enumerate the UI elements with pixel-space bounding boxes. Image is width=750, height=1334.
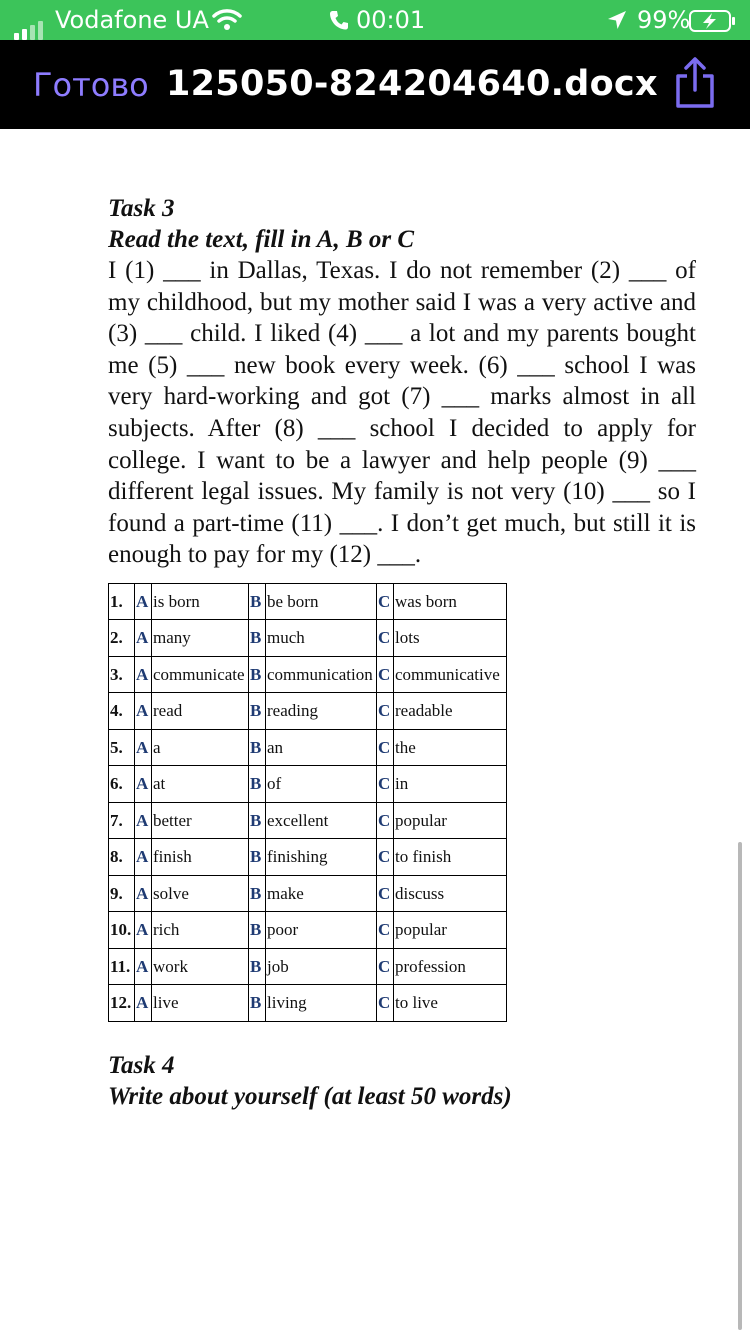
- option-a: better: [152, 802, 249, 839]
- option-b: an: [266, 729, 377, 766]
- option-number: 6.: [109, 766, 135, 803]
- option-b: living: [266, 985, 377, 1022]
- option-a: communicate: [152, 656, 249, 693]
- option-letter-b: B: [249, 766, 266, 803]
- option-letter-a: A: [135, 839, 152, 876]
- document-title: 125050-824204640.docx: [166, 64, 658, 104]
- option-c: to live: [394, 985, 507, 1022]
- option-letter-a: A: [135, 985, 152, 1022]
- option-letter-a: A: [135, 620, 152, 657]
- table-row: [109, 766, 507, 803]
- table-row: [109, 985, 507, 1022]
- option-a: live: [152, 985, 249, 1022]
- table-row: [109, 875, 507, 912]
- table-row: [109, 620, 507, 657]
- option-b: be born: [266, 583, 377, 620]
- option-number: 1.: [109, 583, 135, 620]
- option-letter-b: B: [249, 875, 266, 912]
- option-number: 3.: [109, 656, 135, 693]
- option-b: poor: [266, 912, 377, 949]
- task3-instruction: Read the text, fill in A, B or C: [108, 226, 415, 253]
- option-letter-c: C: [377, 985, 394, 1022]
- option-number: 10.: [109, 912, 135, 949]
- table-row: [109, 729, 507, 766]
- table-row: [109, 802, 507, 839]
- option-a: finish: [152, 839, 249, 876]
- option-a: at: [152, 766, 249, 803]
- status-bar: [0, 0, 750, 40]
- option-letter-a: A: [135, 875, 152, 912]
- option-a: rich: [152, 912, 249, 949]
- location-arrow-icon: [606, 9, 628, 37]
- option-letter-a: A: [135, 802, 152, 839]
- option-c: was born: [394, 583, 507, 620]
- option-c: profession: [394, 948, 507, 985]
- option-b: much: [266, 620, 377, 657]
- option-b: make: [266, 875, 377, 912]
- option-letter-b: B: [249, 912, 266, 949]
- option-letter-c: C: [377, 620, 394, 657]
- share-icon[interactable]: [672, 56, 718, 115]
- option-c: in: [394, 766, 507, 803]
- option-letter-c: C: [377, 656, 394, 693]
- task4-title: Task 4: [108, 1051, 175, 1079]
- option-a: a: [152, 729, 249, 766]
- options-table: [108, 583, 507, 1022]
- table-row: [109, 912, 507, 949]
- option-b: excellent: [266, 802, 377, 839]
- option-a: read: [152, 693, 249, 730]
- option-c: communicative: [394, 656, 507, 693]
- option-b: finishing: [266, 839, 377, 876]
- table-row: [109, 839, 507, 876]
- task3-title: Task 3: [108, 195, 175, 222]
- option-letter-a: A: [135, 693, 152, 730]
- option-letter-b: B: [249, 839, 266, 876]
- option-letter-a: A: [135, 729, 152, 766]
- option-b: of: [266, 766, 377, 803]
- option-letter-b: B: [249, 985, 266, 1022]
- option-number: 4.: [109, 693, 135, 730]
- option-letter-a: A: [135, 656, 152, 693]
- option-letter-a: A: [135, 583, 152, 620]
- status-time: 00:01: [356, 6, 426, 34]
- option-letter-c: C: [377, 802, 394, 839]
- option-c: readable: [394, 693, 507, 730]
- battery-percentage: 99%: [637, 6, 691, 34]
- option-number: 7.: [109, 802, 135, 839]
- option-b: reading: [266, 693, 377, 730]
- table-row: [109, 948, 507, 985]
- option-letter-b: B: [249, 729, 266, 766]
- table-row: [109, 693, 507, 730]
- option-b: job: [266, 948, 377, 985]
- cellular-signal-icon: [14, 12, 46, 40]
- option-letter-b: B: [249, 693, 266, 730]
- task4-instruction: Write about yourself (at least 50 words): [108, 1082, 512, 1110]
- task3-passage: I (1) ___ in Dallas, Texas. I do not remember (2) ___ of my childhood, but my mother said I was a very active and (3) ___ child. I liked (4) ___ a lot and my parents bought me (5) ___ new book every week. (6) ___ school I was very hard-working and got (7) ___ marks almost in all subjects. After (8) ___ school I decided to apply for college. I want to be a lawyer and help people (9) ___ different legal issues. My family is not very (10) ___ so I found a part-time (11) ___. I don’t get much, but still it is enough to pay for my (12) ___.: [108, 257, 696, 569]
- option-letter-b: B: [249, 656, 266, 693]
- option-number: 8.: [109, 839, 135, 876]
- battery-charging-icon: [689, 10, 737, 38]
- option-b: communication: [266, 656, 377, 693]
- option-a: is born: [152, 583, 249, 620]
- option-c: discuss: [394, 875, 507, 912]
- option-letter-c: C: [377, 912, 394, 949]
- option-c: popular: [394, 802, 507, 839]
- option-letter-b: B: [249, 948, 266, 985]
- option-c: popular: [394, 912, 507, 949]
- option-letter-c: C: [377, 839, 394, 876]
- vertical-scrollbar[interactable]: [738, 842, 742, 1330]
- option-a: solve: [152, 875, 249, 912]
- nav-bar: [0, 40, 750, 129]
- option-number: 2.: [109, 620, 135, 657]
- document-page: [108, 193, 696, 1112]
- option-a: work: [152, 948, 249, 985]
- option-number: 9.: [109, 875, 135, 912]
- option-number: 12.: [109, 985, 135, 1022]
- option-letter-b: B: [249, 583, 266, 620]
- option-letter-c: C: [377, 693, 394, 730]
- option-letter-c: C: [377, 948, 394, 985]
- option-number: 5.: [109, 729, 135, 766]
- option-letter-a: A: [135, 948, 152, 985]
- option-letter-c: C: [377, 875, 394, 912]
- table-row: [109, 583, 507, 620]
- option-c: lots: [394, 620, 507, 657]
- phone-call-icon: [328, 9, 350, 37]
- option-c: the: [394, 729, 507, 766]
- option-letter-a: A: [135, 912, 152, 949]
- option-letter-c: C: [377, 729, 394, 766]
- option-letter-a: A: [135, 766, 152, 803]
- table-row: [109, 656, 507, 693]
- option-number: 11.: [109, 948, 135, 985]
- option-a: many: [152, 620, 249, 657]
- option-letter-c: C: [377, 583, 394, 620]
- option-letter-b: B: [249, 620, 266, 657]
- option-letter-c: C: [377, 766, 394, 803]
- wifi-icon: [212, 8, 242, 36]
- done-button[interactable]: Готово: [33, 66, 149, 104]
- option-c: to finish: [394, 839, 507, 876]
- option-letter-b: B: [249, 802, 266, 839]
- carrier-name: Vodafone UA: [55, 6, 209, 34]
